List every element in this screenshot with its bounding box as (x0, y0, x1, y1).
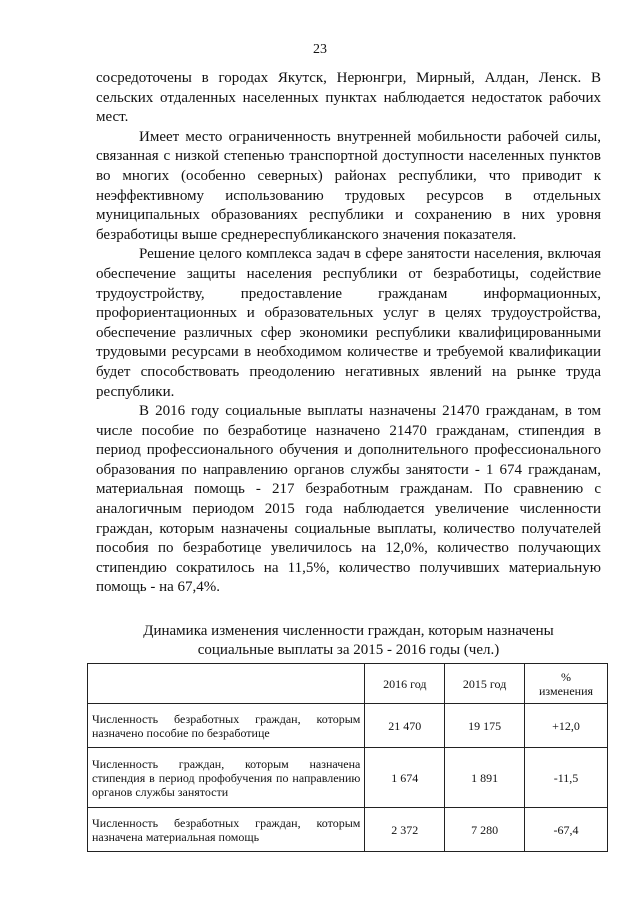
table-cell-change: +12,0 (525, 704, 608, 748)
paragraph: Решение целого комплекса задач в сфере занятости населения, включая обеспечение защиты населения республики от безработицы, содействие трудоустройству, предоставление гражданам информационных, профориентационных и образовательных услуг в целях трудоустройства, обеспечение различных сфер экономики республики квалифицированными трудовыми ресурсами в необходимом количестве и требуемой квалификации будет способствовать преодолению негативных явлений на рынке труда республики. (96, 246, 601, 400)
table-row (88, 748, 608, 808)
table-cell-change: -67,4 (525, 808, 608, 852)
table-row (88, 704, 608, 748)
table-cell-label: Численность безработных граждан, которым назначено пособие по безработице (88, 704, 365, 748)
table-header-cell (88, 664, 365, 704)
paragraph: В 2016 году социальные выплаты назначены 21470 гражданам, в том числе пособие по безработице назначено 21470 гражданам, стипендия в период профессионального обучения и дополнительного профессионального образования по направлению органов службы занятости - 1 674 гражданам, материальная помощь - 217 безработным гражданам. По сравнению с аналогичным периодом 2015 года наблюдается увеличение численности граждан, которым назначены социальные выплаты, количество получателей пособия по безработице увеличилось на 12,0%, количество получающих стипендию сократилось на 11,5%, количество получивших материальную помощь - на 67,4%. (96, 403, 601, 596)
table-row (88, 808, 608, 852)
table-cell-2015: 7 280 (445, 808, 525, 852)
paragraph: Имеет место ограниченность внутренней мобильности рабочей силы, связанная с низкой степенью транспортной доступности населенных пунктов во многих (особенно северных) районах республики, что приводит к неэффективному использованию трудовых ресурсов в отдельных муниципальных образованиях республики и сохранению в них уровня безработицы выше среднереспубликанского значения показателя. (96, 128, 601, 243)
paragraph: сосредоточены в городах Якутск, Нерюнгри, Мирный, Алдан, Ленск. В сельских отдаленных населенных пунктах наблюдается недостаток рабочих мест. (96, 70, 601, 126)
payments-table (87, 663, 608, 852)
table-cell-label: Численность безработных граждан, которым назначена материальная помощь (88, 808, 365, 852)
table-header-cell: 2016 год (365, 664, 445, 704)
table-title-line: Динамика изменения численности граждан, которым назначены (143, 623, 554, 639)
table-cell-2016: 21 470 (365, 704, 445, 748)
percent-sign: % (561, 669, 572, 684)
table-cell-label: Численность граждан, которым назначена стипендия в период профобучения по направлению органов службы занятости (88, 748, 365, 808)
table-header-cell (525, 664, 608, 704)
table-cell-change: -11,5 (525, 748, 608, 808)
table-cell-2016: 1 674 (365, 748, 445, 808)
table-header-cell: 2015 год (445, 664, 525, 704)
page-number: 23 (313, 42, 327, 57)
table-title-line: социальные выплаты за 2015 - 2016 годы (чел.) (197, 642, 500, 658)
table-cell-2016: 2 372 (365, 808, 445, 852)
table-cell-2015: 19 175 (445, 704, 525, 748)
table-header-row (88, 664, 608, 704)
table-title (96, 622, 601, 660)
change-label: изменения (539, 683, 594, 698)
body-text (96, 69, 601, 598)
table-cell-2015: 1 891 (445, 748, 525, 808)
